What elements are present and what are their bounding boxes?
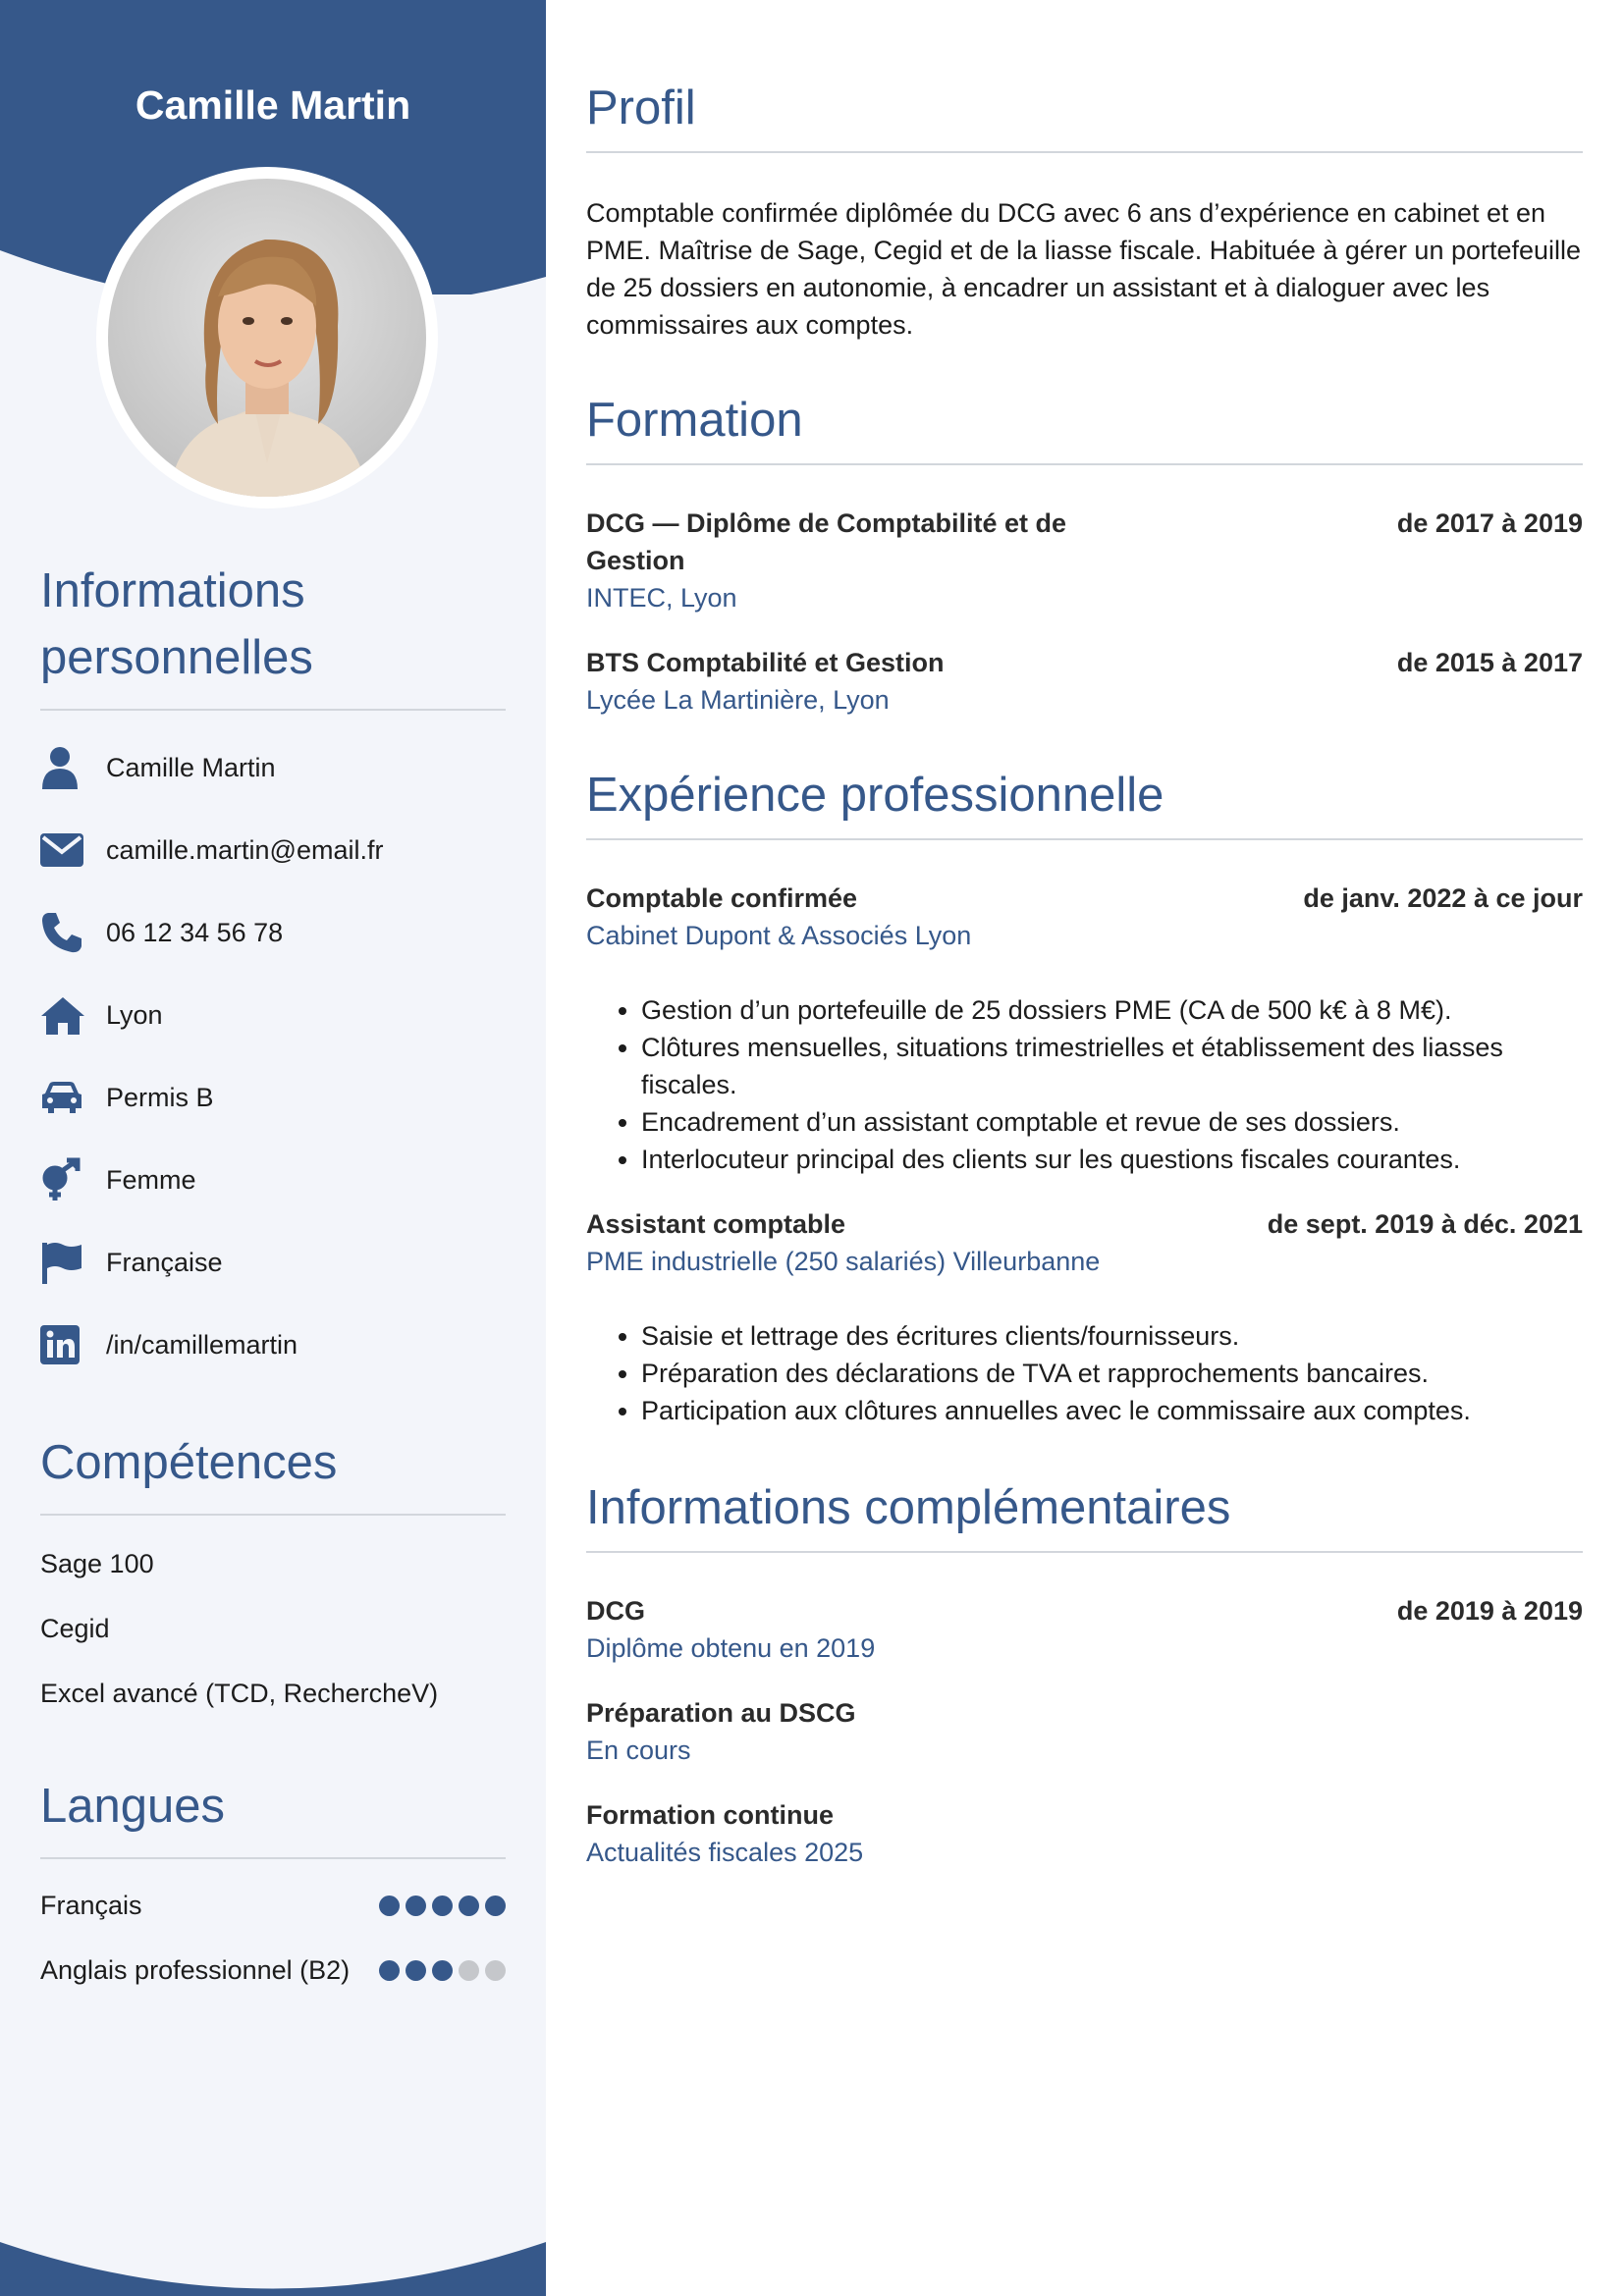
experience-section [586, 768, 1583, 1429]
portrait-image [108, 179, 426, 497]
info-text: camille.martin@email.fr [106, 834, 384, 865]
additional-entry [586, 1694, 1583, 1769]
personal-info-list [40, 726, 506, 1386]
entry-company: PME industrielle (250 salariés) Villeurbanne [586, 1247, 1101, 1276]
level-dot-filled [406, 1896, 426, 1916]
info-text: Permis B [106, 1082, 214, 1112]
languages-section [40, 1773, 506, 2002]
skills-title: Compétences [40, 1429, 506, 1516]
level-dot-filled [432, 1960, 453, 1981]
entry-date: de sept. 2019 à déc. 2021 [1267, 1209, 1583, 1239]
additional-entry [586, 1796, 1583, 1871]
entry-date: de janv. 2022 à ce jour [1303, 883, 1583, 913]
language-level [379, 1896, 506, 1916]
entry-title: Formation continue [586, 1800, 834, 1830]
language-name: Français [40, 1890, 142, 1920]
education-entry [586, 505, 1583, 616]
entry-title: Comptable confirmée [586, 883, 858, 913]
sidebar [0, 0, 546, 2296]
info-text: /in/camillemartin [106, 1329, 298, 1360]
personal-info-section [40, 558, 506, 1386]
info-email[interactable] [40, 809, 506, 891]
info-gender [40, 1139, 506, 1221]
additional-section [586, 1480, 1583, 1871]
info-nationality [40, 1221, 506, 1304]
experience-entry [586, 880, 1583, 1178]
education-title: Formation [586, 393, 1583, 465]
info-phone[interactable] [40, 891, 506, 974]
candidate-name: Camille Martin [135, 82, 411, 128]
bullet-list [586, 991, 1583, 1178]
entry-title: DCG [586, 1596, 645, 1626]
linkedin-icon [40, 1321, 87, 1368]
entry-detail: Actualités fiscales 2025 [586, 1838, 864, 1867]
experience-entry [586, 1205, 1583, 1429]
info-city [40, 974, 506, 1056]
entry-date: de 2015 à 2017 [1396, 648, 1583, 677]
experience-title: Expérience professionnelle [586, 768, 1583, 840]
entry-company: Cabinet Dupont & Associés Lyon [586, 921, 972, 950]
profile-title: Profil [586, 80, 1583, 153]
bullet-item: • Saisie et lettrage des écritures clients/fournisseurs. [641, 1317, 1583, 1355]
entry-school: INTEC, Lyon [586, 583, 737, 613]
flag-icon [40, 1239, 87, 1286]
info-text: Française [106, 1247, 223, 1277]
additional-title: Informations complémentaires [586, 1480, 1583, 1553]
level-dot-filled [432, 1896, 453, 1916]
entry-detail: En cours [586, 1735, 691, 1765]
language-level [379, 1960, 506, 1981]
entry-date: de 2019 à 2019 [1396, 1596, 1583, 1626]
entry-title: Assistant comptable [586, 1209, 846, 1239]
entry-title: DCG — Diplôme de Comptabilité et de Gestion [586, 508, 1067, 575]
info-text: Femme [106, 1164, 196, 1195]
language-name: Anglais professionnel (B2) [40, 1954, 351, 1985]
footer-background [0, 2178, 546, 2296]
language-row [40, 1873, 506, 1938]
info-name [40, 726, 506, 809]
level-dot-filled [379, 1960, 400, 1981]
entry-date: de 2017 à 2019 [1396, 508, 1583, 538]
level-dot-empty [485, 1960, 506, 1981]
bullet-item: • Participation aux clôtures annuelles avec le commissaire aux comptes. [641, 1392, 1583, 1429]
languages-title: Langues [40, 1773, 506, 1859]
info-linkedin[interactable] [40, 1304, 506, 1386]
additional-entry [586, 1592, 1583, 1667]
education-entry [586, 644, 1583, 719]
level-dot-filled [459, 1896, 479, 1916]
gender-icon [40, 1156, 87, 1203]
user-icon [40, 744, 87, 791]
info-text: Camille Martin [106, 752, 276, 782]
bullet-item: • Gestion d’un portefeuille de 25 dossiers PME (CA de 500 k€ à 8 M€). [641, 991, 1583, 1029]
entry-title: Préparation au DSCG [586, 1698, 856, 1728]
entry-title: BTS Comptabilité et Gestion [586, 648, 945, 677]
info-license [40, 1056, 506, 1139]
bullet-list [586, 1317, 1583, 1429]
level-dot-filled [379, 1896, 400, 1916]
skills-section [40, 1429, 506, 1726]
bullet-item: • Interlocuteur principal des clients sur les questions fiscales courantes. [641, 1141, 1583, 1178]
language-row [40, 1938, 506, 2002]
profile-section [586, 80, 1583, 344]
bullet-item: • Encadrement d’un assistant comptable et revue de ses dossiers. [641, 1103, 1583, 1141]
phone-icon [40, 909, 87, 956]
languages-list [40, 1873, 506, 2002]
envelope-icon [40, 827, 87, 874]
bullet-item: • Clôtures mensuelles, situations trimestrielles et établissement des liasses fiscales. [641, 1029, 1583, 1103]
profile-photo [96, 167, 438, 508]
level-dot-filled [485, 1896, 506, 1916]
bullet-item: • Préparation des déclarations de TVA et rapprochements bancaires. [641, 1355, 1583, 1392]
skills-list [40, 1531, 506, 1726]
skill-item: Excel avancé (TCD, RechercheV) [40, 1679, 439, 1708]
personal-info-title: Informations personnelles [40, 558, 506, 711]
info-text: 06 12 34 56 78 [106, 917, 284, 947]
education-section [586, 393, 1583, 719]
home-icon [40, 991, 87, 1039]
entry-school: Lycée La Martinière, Lyon [586, 685, 890, 715]
level-dot-filled [406, 1960, 426, 1981]
entry-detail: Diplôme obtenu en 2019 [586, 1633, 876, 1663]
skill-item: Sage 100 [40, 1549, 154, 1578]
info-text: Lyon [106, 999, 163, 1030]
skill-item: Cegid [40, 1614, 110, 1643]
level-dot-empty [459, 1960, 479, 1981]
profile-text: Comptable confirmée diplômée du DCG avec 6 ans d’expérience en cabinet et en PME. Maîtrise de Sage, Cegid et de la liasse fiscale. Habituée à gérer un portefeuille de 25 dossiers en autonomie, à encadrer un assistant et à dialoguer avec les commissaires aux comptes. [586, 198, 1582, 340]
car-icon [40, 1074, 87, 1121]
